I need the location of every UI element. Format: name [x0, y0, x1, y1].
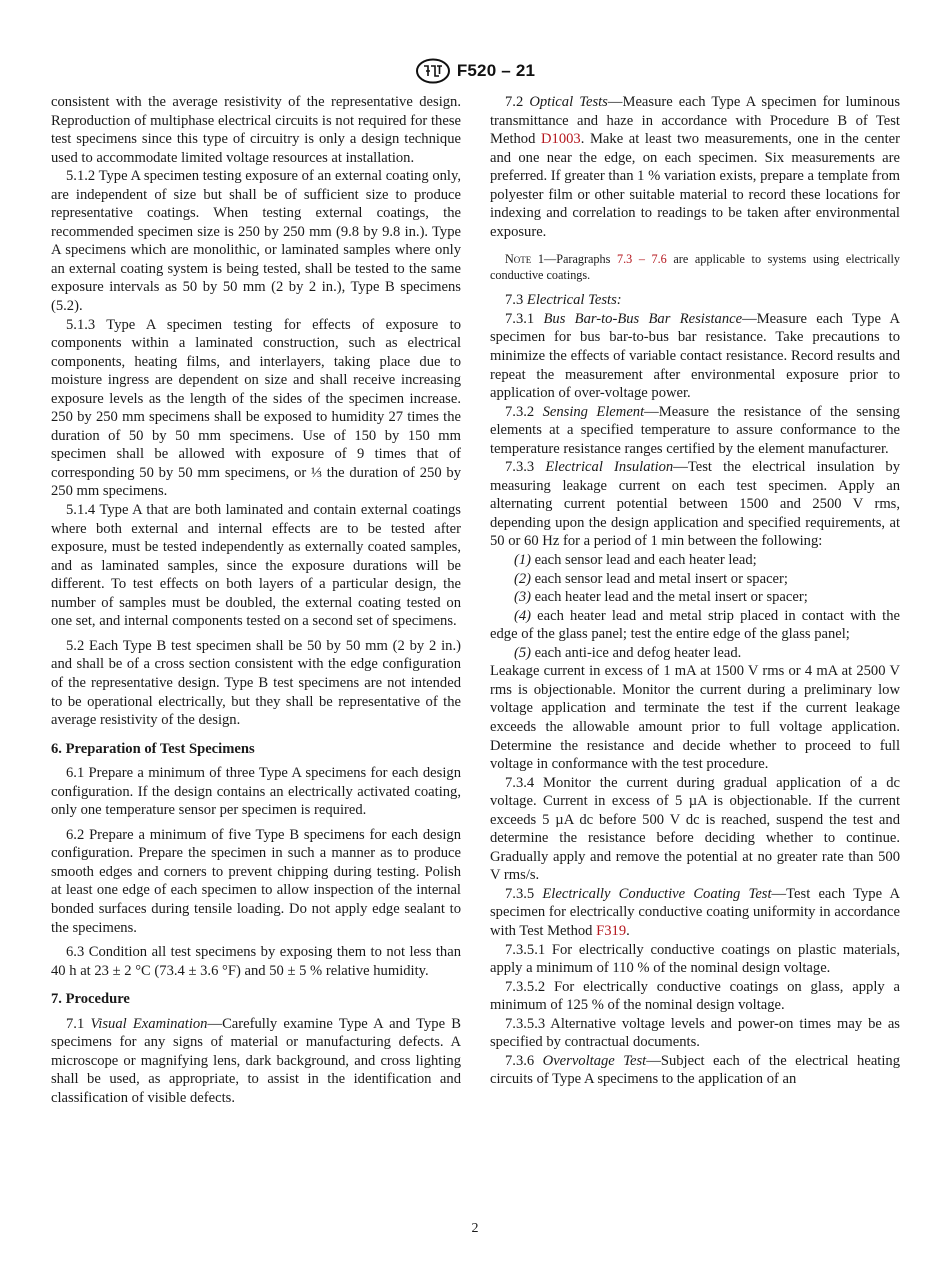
reference-link-d1003[interactable]: D1003 — [540, 131, 581, 148]
paragraph-6-1: 6.1 Prepare a minimum of three Type A specimens for each design configuration. If the design contains an electrically activated coating, only one temperature sensor per specimen is required. — [51, 765, 461, 819]
paragraph-5-1-1-continued: consistent with the average resistivity of the representative design. Reproduction of multiphase electrical circuits is not required for these test specimens since this type of circuitry is only a design technique used to accommodate limited voltage resources at installation. — [51, 94, 461, 166]
paragraph-7-3: 7.3 Electrical Tests: — [505, 292, 622, 309]
page-header — [0, 58, 950, 84]
paragraph-7-2: 7.2 Optical Tests—Measure each Type A specimen for luminous transmittance and haze in accordance with Procedure B of Test Method D1003. Make at least two measurements, one in the center and one near the edge, on each specimen. Six measurements are preferred. If greater than 1 % variation exists, prepare a template from polyester film or other suitable material to record these locations for indexing and correlation to readings to be taken after environmental exposure. — [490, 94, 901, 240]
reference-link-f319[interactable]: F319 — [596, 922, 627, 939]
section-heading-6: 6. Preparation of Test Specimens — [51, 740, 255, 757]
paragraph-5-1-2: 5.1.2 Type A specimen testing exposure of an external coating only, are independent of size but shall be of sufficient size to produce representative coatings. When testing external coatings, the recommended specimen size is 250 by 250 mm (9.8 by 9.8 in.). Type A specimens which are monolithic, or laminated samples where only an external coating system is being tested, shall be tested to the same exposure intervals as 50 by 50 mm (2 by 2 in.), Type B specimens (5.2). — [51, 168, 461, 315]
paragraph-7-3-1: 7.3.1 Bus Bar-to-Bus Bar Resistance—Measure each Type A specimen for bus bar-to-bus bar resistance. Take precautions to minimize the effects of variable contact resistance. Record results and repeat the measurement after environmental exposure prior to application of over-voltage power. — [490, 310, 900, 402]
paragraph-7-3-4: 7.3.4 Monitor the current during gradual application of a dc voltage. Current in excess of 5 µA is objectionable. If the current exceeds 5 µA dc before 500 V dc is reached, suspend the test and determine the resistance before deciding whether to continue. Gradually apply and remove the potential at no greater rate than 500 V rms/s. — [490, 774, 900, 884]
document-designation: F520 – 21 — [456, 61, 536, 80]
list-item: (2) each sensor lead and metal insert or spacer; — [514, 570, 788, 587]
reference-link-7-3-7-6[interactable]: 7.3 – 7.6 — [616, 252, 667, 267]
list-item: (1) each sensor lead and each heater lead; — [514, 552, 757, 569]
paragraph-7-3-5: 7.3.5 Electrically Conductive Coating Test—Test each Type A specimen for electrically conductive coating uniformity in accordance with Test Method F319. — [490, 885, 901, 939]
paragraph-7-3-3-continued: Leakage current in excess of 1 mA at 1500 V rms or 4 mA at 2500 V rms is objectionable. Monitor the current during a preliminary low voltage application and terminate the test if the current leakage exceeds the allowable amount prior to full voltage application. Determine the resistance and decide whether to proceed to full voltage in conformance with the test procedure. — [490, 663, 900, 773]
paragraph-7-1-title: Visual Examination — [90, 1015, 208, 1032]
paragraph-7-3-5-1: 7.3.5.1 For electrically conductive coatings on plastic materials, apply a minimum of 110 % of the nominal design voltage. — [490, 941, 900, 977]
paragraph-7-1: 7.1 Visual Examination—Carefully examine Type A and Type B specimens for any signs of material or manufacturing defects. A microscope or magnifying lens, dark background, and cross lighting shall be used, as appropriate, to assist in the identification and classification of visible defects. — [51, 1015, 461, 1106]
paragraph-5-1-3: 5.1.3 Type A specimen testing for effects of exposure to components within a laminated construction, such as electrical components, heating films, and interlayers, taking place due to moisture ingress are dependent on size and shall receive increasing exposure levels as the length of the sides of the specimen increase. 250 by 250 mm specimens shall be exposed to humidity 27 times the duration of 50 by 50 mm specimens. Use of 150 by 150 mm specimen shall be allowed with exposure of 9 times that of corresponding 50 by 50 mm specimens, or ⅓ the duration of 250 by 250 mm specimens. — [51, 316, 461, 500]
paragraph-7-3-5-2: 7.3.5.2 For electrically conductive coatings on glass, apply a minimum of 125 % of the nominal design voltage. — [490, 978, 900, 1014]
paragraph-7-3-2: 7.3.2 Sensing Element—Measure the resistance of the sensing elements at a specified temperature to assure conformance to the temperature resistance ranges certified by the element manufacturer. — [490, 403, 900, 457]
list-item: (3) each heater lead and the metal insert or spacer; — [514, 589, 808, 606]
paragraph-5-1-4: 5.1.4 Type A that are both laminated and contain external coatings where both external and internal effects are to be tested after exposure, must be tested independently as externally coated samples, and as laminated samples, since the exposure durations will be different. To test effects on both layers of a particular design, the number of samples must be doubled, the external coating tested on one set, and internal components tested on a second set of specimens. — [51, 502, 461, 630]
list-item: (4) each heater lead and metal strip placed in contact with the edge of the glass panel; test the entire edge of the glass panel; — [490, 607, 900, 643]
paragraph-7-3-5-3: 7.3.5.3 Alternative voltage levels and power-on times may be as specified by contractual documents. — [490, 1015, 900, 1051]
note-1: Note 1—Paragraphs 7.3 – 7.6 are applicable to systems using electrically conductive coatings. — [490, 252, 901, 283]
paragraph-7-3-title: Electrical Tests: — [526, 292, 622, 309]
paragraph-5-2: 5.2 Each Type B test specimen shall be 50 by 50 mm (2 by 2 in.) and shall be of a cross section consistent with the edge configuration of the representative design. Type B test specimens are not intended to be operational electrically, but they shall be representative of the average resistivity of the design. — [51, 637, 461, 729]
astm-logo-icon — [415, 58, 451, 84]
right-column — [490, 93, 900, 1089]
list-item: (5) each anti-ice and defog heater lead. — [514, 644, 742, 661]
left-column — [51, 93, 461, 1107]
paragraph-6-3: 6.3 Condition all test specimens by exposing them to not less than 40 h at 23 ± 2 °C (73.4 ± 3.6 °F) and 50 ± 5 % relative humidity. — [51, 944, 461, 979]
paragraph-7-3-3: 7.3.3 Electrical Insulation—Test the electrical insulation by measuring leakage current on each test specimen. Apply an alternating current potential between 1500 and 2500 V rms, depending upon the design application and specified requirements, at 50 or 60 Hz for a period of 1 min between the following: — [490, 459, 900, 550]
paragraph-6-2: 6.2 Prepare a minimum of five Type B specimens for each design configuration. Prepare the specimen in such a manner as to produce smooth edges and corners to prevent chipping during testing. Polish at least one edge of each specimen to allow inspection of the internal bonded surfaces during tensile loading. Do not apply edge sealant to the specimens. — [51, 826, 461, 936]
page-number: 2 — [471, 1221, 479, 1236]
section-heading-7: 7. Procedure — [51, 991, 130, 1008]
paragraph-7-3-6: 7.3.6 Overvoltage Test—Subject each of the electrical heating circuits of Type A specimens to the application of an — [490, 1052, 901, 1088]
paragraph-7-2-title: Optical Tests — [529, 94, 608, 110]
